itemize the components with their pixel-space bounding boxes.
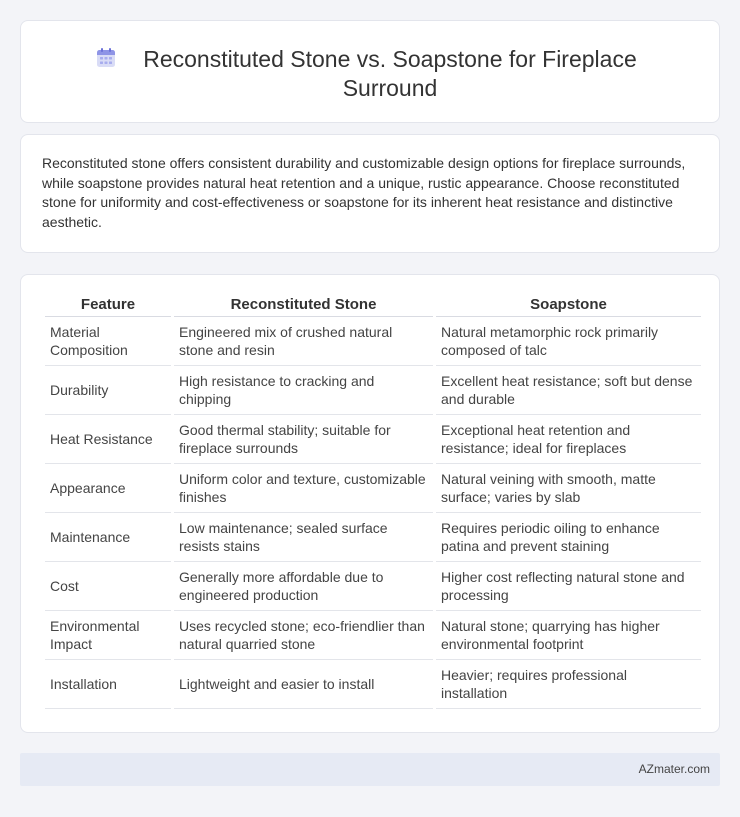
comparison-card bbox=[20, 274, 720, 733]
title-card bbox=[20, 20, 720, 123]
footer-brand: AZmater.com bbox=[638, 762, 710, 776]
table-row bbox=[45, 611, 701, 660]
summary-text: Reconstituted stone offers consistent durability and customizable design options for fireplace surrounds, while soapstone provides natural heat retention and a unique, rustic appearance. Choose reconstituted stone for uniformity and cost-effectiveness or soapstone for its inherent heat resistance and distinctive aesthetic. bbox=[42, 155, 686, 230]
feature-cell: Material Composition bbox=[45, 317, 171, 366]
table-row bbox=[45, 415, 701, 464]
soapstone-cell: Higher cost reflecting natural stone and processing bbox=[436, 562, 701, 611]
feature-cell: Appearance bbox=[45, 464, 171, 513]
feature-cell: Environmental Impact bbox=[45, 611, 171, 660]
soapstone-cell: Natural metamorphic rock primarily composed of talc bbox=[436, 317, 701, 366]
reconstituted-stone-cell: Lightweight and easier to install bbox=[174, 660, 433, 709]
reconstituted-stone-cell: Low maintenance; sealed surface resists stains bbox=[174, 513, 433, 562]
table-row bbox=[45, 513, 701, 562]
reconstituted-stone-cell: High resistance to cracking and chipping bbox=[174, 366, 433, 415]
feature-cell: Heat Resistance bbox=[45, 415, 171, 464]
soapstone-cell: Natural veining with smooth, matte surface; varies by slab bbox=[436, 464, 701, 513]
table-row bbox=[45, 317, 701, 366]
feature-cell: Cost bbox=[45, 562, 171, 611]
column-header-reconstituted-stone: Reconstituted Stone bbox=[174, 295, 433, 317]
reconstituted-stone-cell: Generally more affordable due to engineered production bbox=[174, 562, 433, 611]
column-header-feature: Feature bbox=[45, 295, 171, 317]
soapstone-cell: Exceptional heat retention and resistance; ideal for fireplaces bbox=[436, 415, 701, 464]
reconstituted-stone-cell: Engineered mix of crushed natural stone and resin bbox=[174, 317, 433, 366]
feature-cell: Installation bbox=[45, 660, 171, 709]
reconstituted-stone-cell: Uses recycled stone; eco-friendlier than natural quarried stone bbox=[174, 611, 433, 660]
soapstone-cell: Requires periodic oiling to enhance patina and prevent staining bbox=[436, 513, 701, 562]
page-title: Reconstituted Stone vs. Soapstone for Fireplace Surround bbox=[143, 46, 637, 101]
feature-cell: Durability bbox=[45, 366, 171, 415]
table-row bbox=[45, 464, 701, 513]
footer bbox=[20, 753, 720, 786]
table-header-row bbox=[45, 295, 701, 317]
table-row bbox=[45, 660, 701, 709]
table-row bbox=[45, 562, 701, 611]
soapstone-cell: Natural stone; quarrying has higher environmental footprint bbox=[436, 611, 701, 660]
reconstituted-stone-cell: Uniform color and texture, customizable finishes bbox=[174, 464, 433, 513]
soapstone-cell: Heavier; requires professional installation bbox=[436, 660, 701, 709]
table-row bbox=[45, 366, 701, 415]
reconstituted-stone-cell: Good thermal stability; suitable for fireplace surrounds bbox=[174, 415, 433, 464]
comparison-table bbox=[42, 295, 704, 709]
feature-cell: Maintenance bbox=[45, 513, 171, 562]
soapstone-cell: Excellent heat resistance; soft but dense and durable bbox=[436, 366, 701, 415]
column-header-soapstone: Soapstone bbox=[436, 295, 701, 317]
summary-card bbox=[20, 134, 720, 253]
